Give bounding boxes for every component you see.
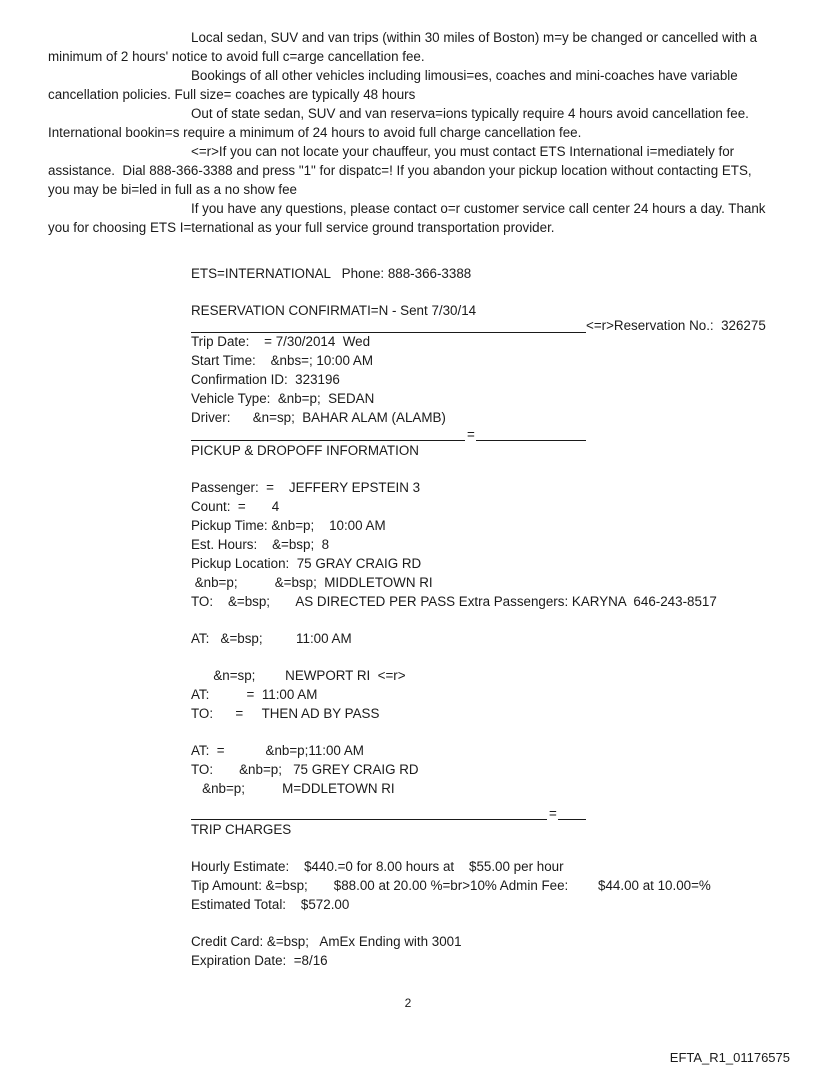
charges-heading: TRIP CHARGES — [191, 822, 292, 837]
policy-line-11: you for choosing ETS I=ternational as your full service ground transportation provider. — [48, 220, 555, 235]
trip-date: Trip Date: = 7/30/2014 Wed — [191, 334, 371, 349]
policy-line-1: Local sedan, SUV and van trips (within 30 miles of Boston) m=y be changed or cancelled with a — [191, 30, 758, 45]
rule-reservation — [191, 332, 586, 333]
credit-card: Credit Card: &=bsp; AmEx Ending with 3001 — [191, 934, 462, 949]
estimated-total: Estimated Total: $572.00 — [191, 897, 350, 912]
policy-line-8: assistance. Dial 888-366-3388 and press "1" for dispatc=! If you abandon your pickup location without contacting ETS, — [48, 163, 752, 178]
stop-2-city: &n=sp; NEWPORT RI <=r> — [191, 668, 406, 683]
rule-trip-right — [476, 440, 586, 441]
at-stop-1: AT: &=bsp; 11:00 AM — [191, 631, 352, 646]
company-phone: ETS=INTERNATIONAL Phone: 888-366-3388 — [191, 266, 472, 281]
pickup-heading: PICKUP & DROPOFF INFORMATION — [191, 443, 419, 458]
rule-pickup-left — [191, 819, 547, 820]
dropoff-city: &nb=p; M=DDLETOWN RI — [191, 781, 395, 796]
rule-trip-marker: = — [467, 427, 475, 442]
pickup-city: &nb=p; &=bsp; MIDDLETOWN RI — [191, 575, 433, 590]
confirmation-id: Confirmation ID: 323196 — [191, 372, 340, 387]
policy-line-7: <=r>If you can not locate your chauffeur, you must contact ETS International i=mediately for — [191, 144, 735, 159]
pickup-time: Pickup Time: &nb=p; 10:00 AM — [191, 518, 386, 533]
to-stop-2: TO: = THEN AD BY PASS — [191, 706, 380, 721]
policy-line-5: Out of state sedan, SUV and van reserva=ions typically require 4 hours avoid cancellation fee. — [191, 106, 749, 121]
confirmation-sent: RESERVATION CONFIRMATI=N - Sent 7/30/14 — [191, 303, 477, 318]
at-stop-3: AT: = &nb=p;11:00 AM — [191, 743, 364, 758]
policy-line-9: you may be bi=led in full as a no show fee — [48, 182, 297, 197]
passenger-count: Count: = 4 — [191, 499, 280, 514]
rule-trip-left — [191, 440, 465, 441]
start-time: Start Time: &nbs=; 10:00 AM — [191, 353, 373, 368]
vehicle-type: Vehicle Type: &nb=p; SEDAN — [191, 391, 375, 406]
reservation-number: <=r>Reservation No.: 326275 — [586, 318, 766, 333]
hourly-estimate: Hourly Estimate: $440.=0 for 8.00 hours at $55.00 per hour — [191, 859, 564, 874]
rule-pickup-marker: = — [549, 806, 557, 821]
driver: Driver: &n=sp; BAHAR ALAM (ALAMB) — [191, 410, 446, 425]
to-stop-3: TO: &nb=p; 75 GREY CRAIG RD — [191, 762, 419, 777]
passenger: Passenger: = JEFFERY EPSTEIN 3 — [191, 480, 421, 495]
policy-line-4: cancellation policies. Full size= coaches are typically 48 hours — [48, 87, 416, 102]
expiration-date: Expiration Date: =8/16 — [191, 953, 328, 968]
pickup-location: Pickup Location: 75 GRAY CRAIG RD — [191, 556, 422, 571]
to-stop-1: TO: &=bsp; AS DIRECTED PER PASS Extra Passengers: KARYNA 646-243-8517 — [191, 594, 717, 609]
rule-pickup-right — [558, 819, 586, 820]
policy-line-6: International bookin=s require a minimum of 24 hours to avoid full charge cancellation fee. — [48, 125, 582, 140]
document-id: EFTA_R1_01176575 — [669, 1050, 790, 1065]
est-hours: Est. Hours: &=bsp; 8 — [191, 537, 330, 552]
policy-line-3: Bookings of all other vehicles including limousi=es, coaches and mini-coaches have variable — [191, 68, 738, 83]
tip-and-admin-fee: Tip Amount: &=bsp; $88.00 at 20.00 %=br>10% Admin Fee: $44.00 at 10.00=% — [191, 878, 711, 893]
policy-line-2: minimum of 2 hours' notice to avoid full c=arge cancellation fee. — [48, 49, 425, 64]
at-stop-2: AT: = 11:00 AM — [191, 687, 318, 702]
policy-line-10: If you have any questions, please contact o=r customer service call center 24 hours a day. Thank — [191, 201, 766, 216]
page-number: 2 — [404, 996, 412, 1010]
